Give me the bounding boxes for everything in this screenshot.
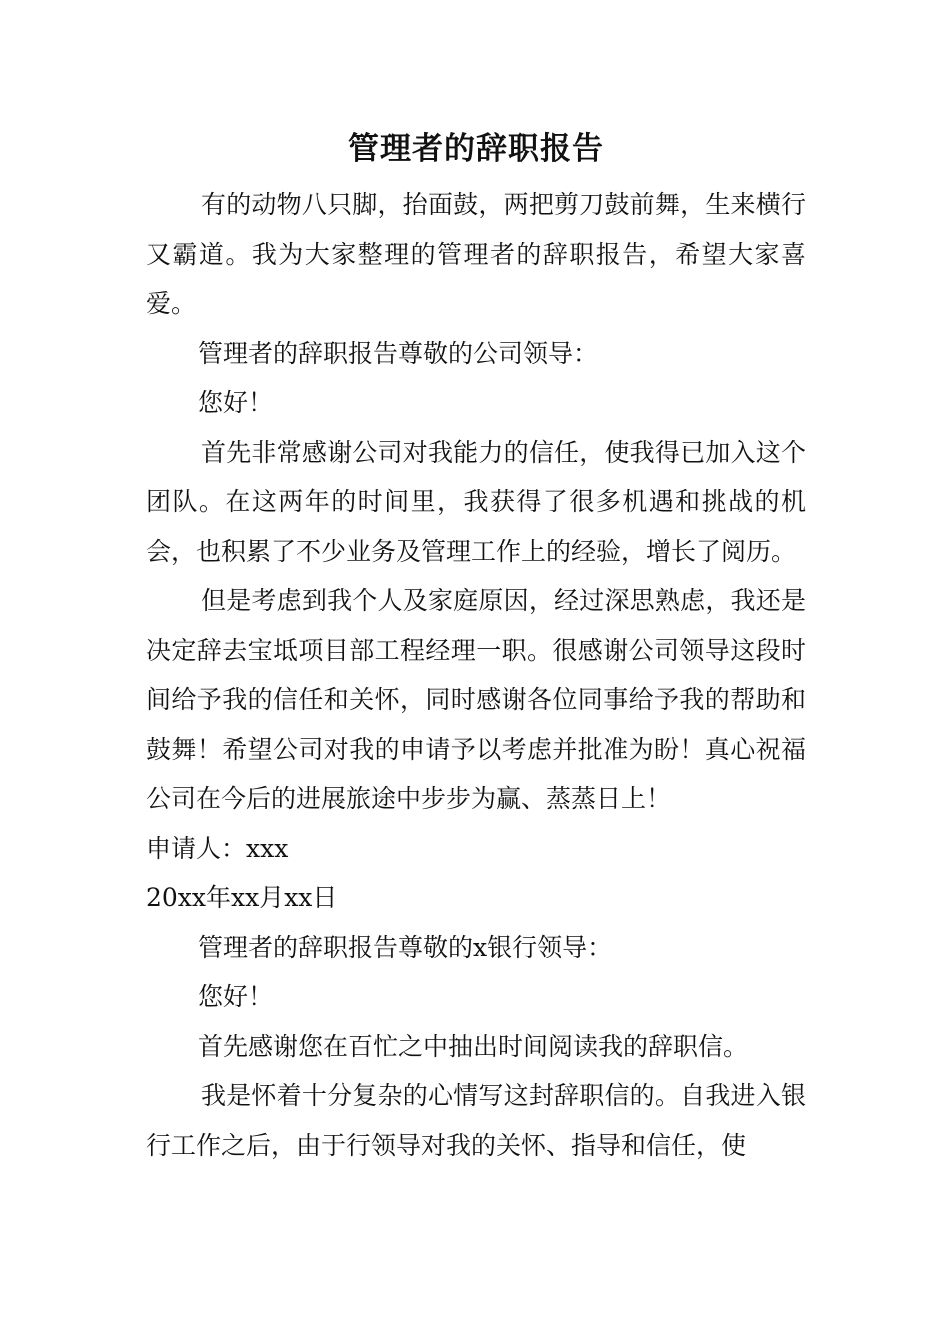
greeting-paragraph: 您好！ [198, 982, 274, 1011]
greeting-paragraph: 您好！ [198, 388, 274, 417]
body-paragraph: 首先感谢您在百忙之中抽出时间阅读我的辞职信。 [198, 1031, 749, 1061]
document-page [146, 124, 806, 1170]
intro-paragraph: 有的动物八只脚，抬面鼓，两把剪刀鼓前舞，生来横行又霸道。我为大家整理的管理者的辞职报告，希望大家喜爱。 [146, 190, 806, 318]
date-line: 20xx年xx月xx日 [146, 883, 338, 912]
salutation-paragraph: 管理者的辞职报告尊敬的x银行领导： [198, 932, 613, 962]
applicant-line: 申请人：xxx [146, 833, 289, 863]
body-paragraph: 首先非常感谢公司对我能力的信任，使我得已加入这个团队。在这两年的时间里，我获得了很多机遇和挑战的机会，也积累了不少业务及管理工作上的经验，增长了阅历。 [146, 437, 806, 566]
body-paragraph: 我是怀着十分复杂的心情写这封辞职信的。自我进入银行工作之后，由于行领导对我的关怀、指导和信任，使 [146, 1081, 806, 1160]
salutation-paragraph: 管理者的辞职报告尊敬的公司领导： [198, 338, 599, 368]
document-title: 管理者的辞职报告 [348, 131, 604, 167]
body-paragraph: 但是考虑到我个人及家庭原因，经过深思熟虑，我还是决定辞去宝坻项目部工程经理一职。很感谢公司领导这段时间给予我的信任和关怀，同时感谢各位同事给予我的帮助和鼓舞！希望公司对我的申请予以考虑并批准为盼！真心祝福公司在今后的进展旅途中步步为赢、蒸蒸日上！ [146, 586, 806, 813]
